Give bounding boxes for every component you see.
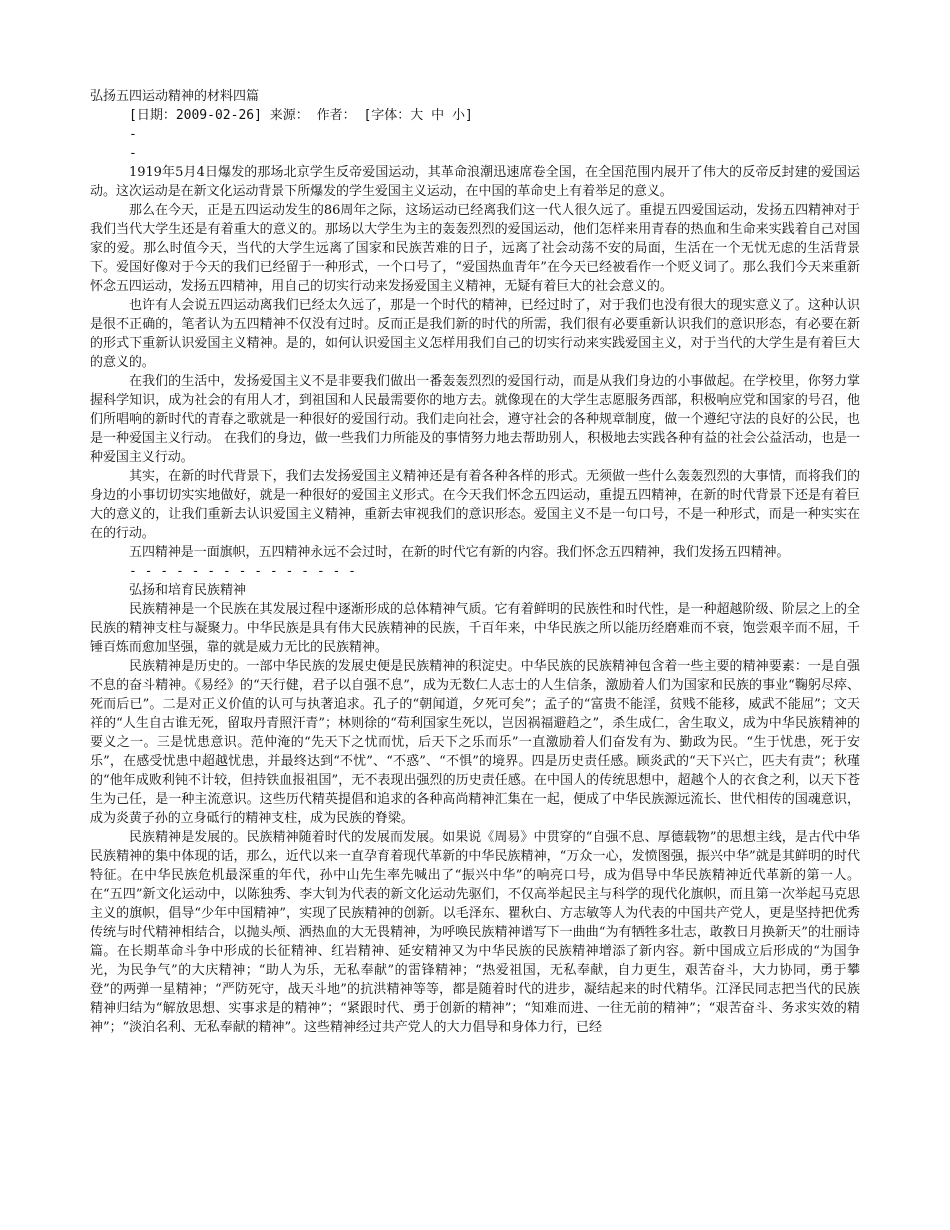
dash-line: -	[129, 127, 137, 142]
section-title: 弘扬和培育民族精神	[129, 583, 247, 598]
font-size-label: [字体：	[363, 108, 411, 123]
font-size-suffix: ]	[464, 108, 473, 123]
paragraph: 也许有人会说五四运动离我们已经太久远了，那是一个时代的精神，已经过时了，对于我们也没有很大的现实意义了。这种认识是很不正确的，笔者认为五四精神不仅没有过时。反而正是我们新的时代的所需，我们很有必要重新认识我们的意识形态，有必要在新的形式下重新认识爱国主义精神。是的，如何认识爱国主义怎样用我们自己的切实行动来实践爱国主义，对于当代的大学生是有着巨大的意义的。	[90, 298, 860, 370]
author-label: 作者：	[316, 108, 356, 123]
paragraph: 民族精神是一个民族在其发展过程中逐渐形成的总体精神气质。它有着鲜明的民族性和时代性，是一种超越阶级、阶层之上的全民族的精神支柱与凝聚力。中华民族是具有伟大民族精神的民族，千百年来，中华民族之所以能历经磨难而不衰，饱尝艰辛而不屈，千锤百炼而愈加坚强，靠的就是威力无比的民族精神。	[90, 602, 860, 655]
paragraph: 1919年5月4日爆发的那场北京学生反帝爱国运动，其革命浪潮迅速席卷全国，在全国范围内展开了伟大的反帝反封建的爱国运动。这次运动是在新文化运动背景下所爆发的学生爱国主义运动，在中国的革命史上有着举足的意义。	[90, 165, 860, 199]
paragraph: 民族精神是发展的。民族精神随着时代的发展而发展。如果说《周易》中贯穿的“自强不息、厚德载物”的思想主线，是古代中华民族精神的集中体现的话，那么，近代以来一直孕育着现代革新的中华民族精神，“万众一心，发愤图强，振兴中华”就是其鲜明的时代特征。在中华民族危机最深重的年代，孙中山先生率先喊出了“振兴中华”的响亮口号，成为倡导中华民族精神近代革新的第一人。在“五四”新文化运动中，以陈独秀、李大钊为代表的新文化运动先驱们，不仅高举起民主与科学的现代化旗帜，而且第一次举起马克思主义的旗帜，倡导“少年中国精神”，实现了民族精神的创新。以毛泽东、瞿秋白、方志敏等人为代表的中国共产党人，更是坚持把优秀传统与时代精神相结合，以抛头颅、洒热血的大无畏精神，为呼唤民族精神谱写下一曲曲“为有牺牲多壮志，敢教日月换新天”的壮丽诗篇。在长期革命斗争中形成的长征精神、红岩精神、延安精神又为中华民族的民族精神增添了新内容。新中国成立后形成的“为国争光，为民争气”的大庆精神；“助人为乐，无私奉献”的雷锋精神；“热爱祖国，无私奉献，自力更生，艰苦奋斗，大力协同，勇于攀登”的两弹一星精神；“严防死守，战天斗地”的抗洪精神等等，都是随着时代的进步，凝结起来的时代精华。江泽民同志把当代的民族精神归结为“解放思想、实事求是的精神”；“紧跟时代、勇于创新的精神”；“知难而进、一往无前的精神”；“艰苦奋斗、务求实效的精神”；“淡泊名利、无私奉献的精神”。这些精神经过共产党人的大力倡导和身体力行，已经	[90, 830, 860, 1035]
paragraph: 五四精神是一面旗帜，五四精神永远不会过时，在新的时代它有新的内容。我们怀念五四精神，我们发扬五四精神。	[129, 545, 790, 560]
paragraph: 其实，在新的时代背景下，我们去发扬爱国主义精神还是有着各种各样的形式。无须做一些什么轰轰烈烈的大事情，而将我们的身边的小事切切实实地做好，就是一种很好的爱国主义形式。在今天我们怀念五四运动，重提五四精神，在新的时代背景下还是有着巨大的意义的，让我们重新去认识爱国主义精神，重新去审视我们的意识形态。爱国主义不是一句口号，不是一种形式，而是一种实实在在的行动。	[90, 469, 860, 541]
font-size-large-link[interactable]: 大	[410, 108, 424, 123]
article-meta	[129, 106, 860, 125]
section-separator: - - - - - - - - - - - - - - -	[129, 564, 356, 579]
date-suffix: ]	[254, 108, 262, 123]
paragraph: 那么在今天，正是五四运动发生的86周年之际，这场运动已经离我们这一代人很久远了。重提五四爱国运动，发扬五四精神对于我们当代大学生还是有着重大的意义的。那场以大学生为主的轰轰烈烈的爱国运动，他们怎样来用青春的热血和生命来实践着自己对国家的爱。那么时值今天，当代的大学生远离了国家和民族苦难的日子，远离了社会动荡不安的局面，生活在一个无忧无虑的生活背景下。爱国好像对于今天的我们已经留于一种形式，一个口号了，“爱国热血青年”在今天已经被看作一个贬义词了。那么我们今天来重新怀念五四运动，发扬五四精神，用自己的切实行动来发扬爱国主义精神，无疑有着巨大的社会意义的。	[90, 203, 860, 294]
publish-date: 2009-02-26	[175, 108, 255, 123]
date-prefix: [日期：	[129, 108, 176, 123]
paragraph: 在我们的生活中，发扬爱国主义不是非要我们做出一番轰轰烈烈的爱国行动，而是从我们身边的小事做起。在学校里，你努力掌握科学知识，成为社会的有用人才，到祖国和人民最需要你的地方去。就像现在的大学生志愿服务西部，积极响应党和国家的号召，他们所唱响的新时代的青春之歌就是一种很好的爱国行动。我们走向社会，遵守社会的各种规章制度，做一个遵纪守法的良好的公民，也是一种爱国主义行动。 在我们的身边，做一些我们力所能及的事情努力地去帮助别人，积极地去实践各种有益的社会公益活动，也是一种爱国主义行动。	[90, 374, 860, 465]
paragraph: 民族精神是历史的。一部中华民族的发展史便是民族精神的积淀史。中华民族的民族精神包含着一些主要的精神要素：一是自强不息的奋斗精神。《易经》的“天行健，君子以自强不息”，成为无数仁人志士的人生信条，激励着人们为国家和民族的事业“鞠躬尽瘁、死而后已”。二是对正义价值的认可与执著追求。孔子的“朝闻道，夕死可矣”；孟子的“富贵不能淫，贫贱不能移，威武不能屈”；文天祥的“人生自古谁无死，留取丹青照汗青”；林则徐的“苟利国家生死以，岂因祸福避趋之”，杀生成仁，舍生取义，成为中华民族精神的要义之一。三是忧患意识。范仲淹的“先天下之忧而忧，后天下之乐而乐”一直激励着人们奋发有为、勤政为民。“生于忧患，死于安乐”，在感受忧患中超越忧患，并最终达到“不忧”、“不惑”、“不惧”的境界。四是历史责任感。顾炎武的“天下兴亡，匹夫有责”；秋瑾的“他年成败利钝不计较，但持铁血报祖国”，无不表现出强烈的历史责任感。在中国人的传统思想中，超越个人的衣食之利，以天下苍生为己任，是一种主流意识。这些历代精英提倡和追求的各种高尚精神汇集在一起，便成了中华民族源远流长、世代相传的国魂意识，成为炎黄子孙的立身砥行的精神支柱，成为民族的脊梁。	[90, 659, 860, 826]
font-size-small-link[interactable]: 小	[451, 108, 465, 123]
article-title: 弘扬五四运动精神的材料四篇	[90, 89, 260, 104]
font-size-medium-link[interactable]: 中	[431, 108, 445, 123]
article	[90, 87, 860, 1037]
source-label: 来源：	[269, 108, 309, 123]
dash-line: -	[129, 146, 137, 161]
